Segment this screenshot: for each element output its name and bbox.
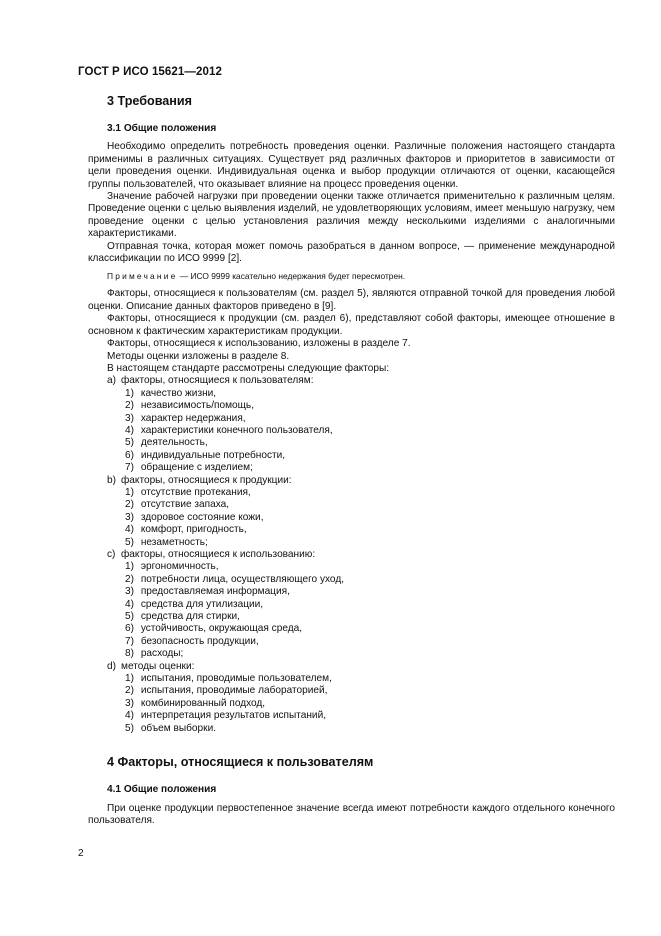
list-text: средства для утилизации, (140, 598, 264, 610)
list-text: эргономичность, (140, 561, 219, 573)
list-label: 2) (125, 685, 134, 697)
list-item (125, 425, 615, 437)
list-label: 2) (125, 400, 134, 412)
list-text: методы оценки: (121, 660, 195, 672)
list-item-c (107, 549, 615, 661)
list-item (125, 599, 615, 611)
page-number: 2 (78, 848, 84, 859)
list-text: испытания, проводимые пользователем, (140, 673, 332, 685)
list-label: 1) (125, 673, 134, 685)
list-label: 3) (125, 697, 134, 709)
list-text: факторы, относящиеся к пользователям: (121, 375, 314, 387)
list-label: 3) (125, 586, 134, 598)
list-label: 4) (125, 598, 134, 610)
list-item (125, 400, 615, 412)
list-text: независимость/помощь, (140, 400, 254, 412)
list-text: интерпретация результатов испытаний, (140, 710, 327, 722)
list-label: b) (107, 474, 116, 486)
list-item (125, 512, 615, 524)
sublist (107, 487, 615, 549)
page-content (88, 94, 615, 827)
subsection-3-1-title: 3.1 Общие положения (107, 123, 217, 134)
list-text: устойчивость, окружающая среда, (140, 623, 303, 635)
list-text: комбинированный подход, (140, 697, 266, 709)
list-label: 1) (125, 561, 134, 573)
standard-header: ГОСТ Р ИСО 15621—2012 (78, 66, 223, 78)
list-label: 4) (125, 424, 134, 436)
list-item (125, 648, 615, 660)
list-item (125, 499, 615, 511)
section-4-title: 4 Факторы, относящиеся к пользователям (107, 755, 374, 770)
list-item (125, 462, 615, 474)
list-text: комфорт, пригодность, (140, 524, 247, 536)
paragraph: Методы оценки изложены в разделе 8. (107, 350, 290, 362)
list-item-a (107, 375, 615, 474)
sublist (107, 388, 615, 475)
list-label: 7) (125, 462, 134, 474)
list-label: 3) (125, 511, 134, 523)
list-item-d (107, 661, 615, 735)
list-text: объем выборки. (140, 722, 217, 734)
list-label: 2) (125, 499, 134, 511)
list-text: обращение с изделием; (140, 462, 253, 474)
list-text: отсутствие протекания, (140, 486, 251, 498)
list-label: 5) (125, 536, 134, 548)
list-text: качество жизни, (140, 387, 217, 399)
list-label: 5) (125, 437, 134, 449)
paragraph: Значение рабочей нагрузки при проведении оценки также отличается применительно к различным целям. Проведение оценки с целью выявления изделий, не удовлетворяющих условиям, имеет меньшую нагрузку, чем проведение оценки с целью установления различия между несколькими изделиями с аналогичными характеристиками. (88, 191, 615, 240)
list-text: факторы, относящиеся к использованию: (121, 549, 316, 560)
list-text: средства для стирки, (140, 611, 240, 623)
list-text: отсутствие запаха, (140, 499, 230, 511)
list-item (125, 636, 615, 648)
note-text: — ИСО 9999 касательно недержания будет пересмотрен. (177, 271, 406, 282)
list-item (125, 413, 615, 425)
list-label: d) (107, 660, 116, 672)
list-label: 7) (125, 635, 134, 647)
sublist (107, 561, 615, 660)
paragraph: Необходимо определить потребность проведения оценки. Различные положения настоящего стандарта применимы в различных ситуациях. Существует ряд различных факторов и приоритетов в зависимости от цели проведения оценки. Индивидуальная оценка и выбор продукции отличаются от оценки, касающейся группы пользователей, что оказывает влияние на процесс проведения оценки. (88, 141, 615, 190)
list-item (125, 698, 615, 710)
list-item-b (107, 475, 615, 549)
list-item (125, 586, 615, 598)
list-text: потребности лица, осуществляющего уход, (140, 573, 345, 585)
list-label: 3) (125, 412, 134, 424)
list-text: безопасность продукции, (140, 635, 259, 647)
list-item (125, 524, 615, 536)
list-text: характеристики конечного пользователя, (140, 424, 333, 436)
list-item (125, 611, 615, 623)
list-item (125, 450, 615, 462)
list-item (125, 388, 615, 400)
note-label: Примечание (107, 271, 178, 282)
factors-list (88, 375, 615, 735)
list-item (125, 437, 615, 449)
list-label: 5) (125, 722, 134, 734)
list-text: предоставляемая информация, (140, 586, 290, 598)
list-text: факторы, относящиеся к продукции: (121, 474, 292, 486)
paragraph: В настоящем стандарте рассмотрены следующие факторы: (107, 362, 390, 374)
list-text: незаметность; (140, 536, 208, 548)
list-item (125, 723, 615, 735)
list-item (125, 537, 615, 549)
list-label: c) (107, 549, 116, 560)
list-text: расходы; (140, 648, 184, 660)
list-label: 6) (125, 449, 134, 461)
list-text: деятельность, (140, 437, 208, 449)
list-item (125, 487, 615, 499)
note (107, 271, 615, 282)
paragraph: Факторы, относящиеся к использованию, изложены в разделе 7. (107, 338, 411, 350)
subsection-4-1-title: 4.1 Общие положения (107, 784, 217, 796)
list-label: 4) (125, 710, 134, 722)
list-label: 2) (125, 573, 134, 585)
list-text: испытания, проводимые лабораторией, (140, 685, 328, 697)
list-label: 4) (125, 524, 134, 536)
list-label: 8) (125, 648, 134, 660)
list-label: a) (107, 375, 116, 387)
list-item (125, 623, 615, 635)
list-text: здоровое состояние кожи, (140, 511, 264, 523)
list-item (125, 574, 615, 586)
list-item (125, 685, 615, 697)
list-item (125, 673, 615, 685)
sublist (107, 673, 615, 735)
list-label: 1) (125, 486, 134, 498)
list-text: характер недержания, (140, 412, 246, 424)
list-text: индивидуальные потребности, (140, 449, 286, 461)
list-label: 1) (125, 387, 134, 399)
paragraph: Факторы, относящиеся к продукции (см. раздел 6), представляют собой факторы, имеющее отношение в основном к фактическим характеристикам продукции. (88, 313, 615, 337)
list-label: 6) (125, 623, 134, 635)
list-label: 5) (125, 611, 134, 623)
list-item (125, 561, 615, 573)
paragraph: Факторы, относящиеся к пользователям (см. раздел 5), являются отправной точкой для проведения любой оценки. Описание данных факторов приведено в [9]. (88, 288, 615, 312)
section-3-title: 3 Требования (107, 94, 192, 108)
paragraph: При оценке продукции первостепенное значение всегда имеют потребности каждого отдельного конечного пользователя. (88, 802, 615, 826)
paragraph: Отправная точка, которая может помочь разобраться в данном вопросе, — применение международной классификации по ИСО 9999 [2]. (88, 240, 615, 265)
list-item (125, 710, 615, 722)
